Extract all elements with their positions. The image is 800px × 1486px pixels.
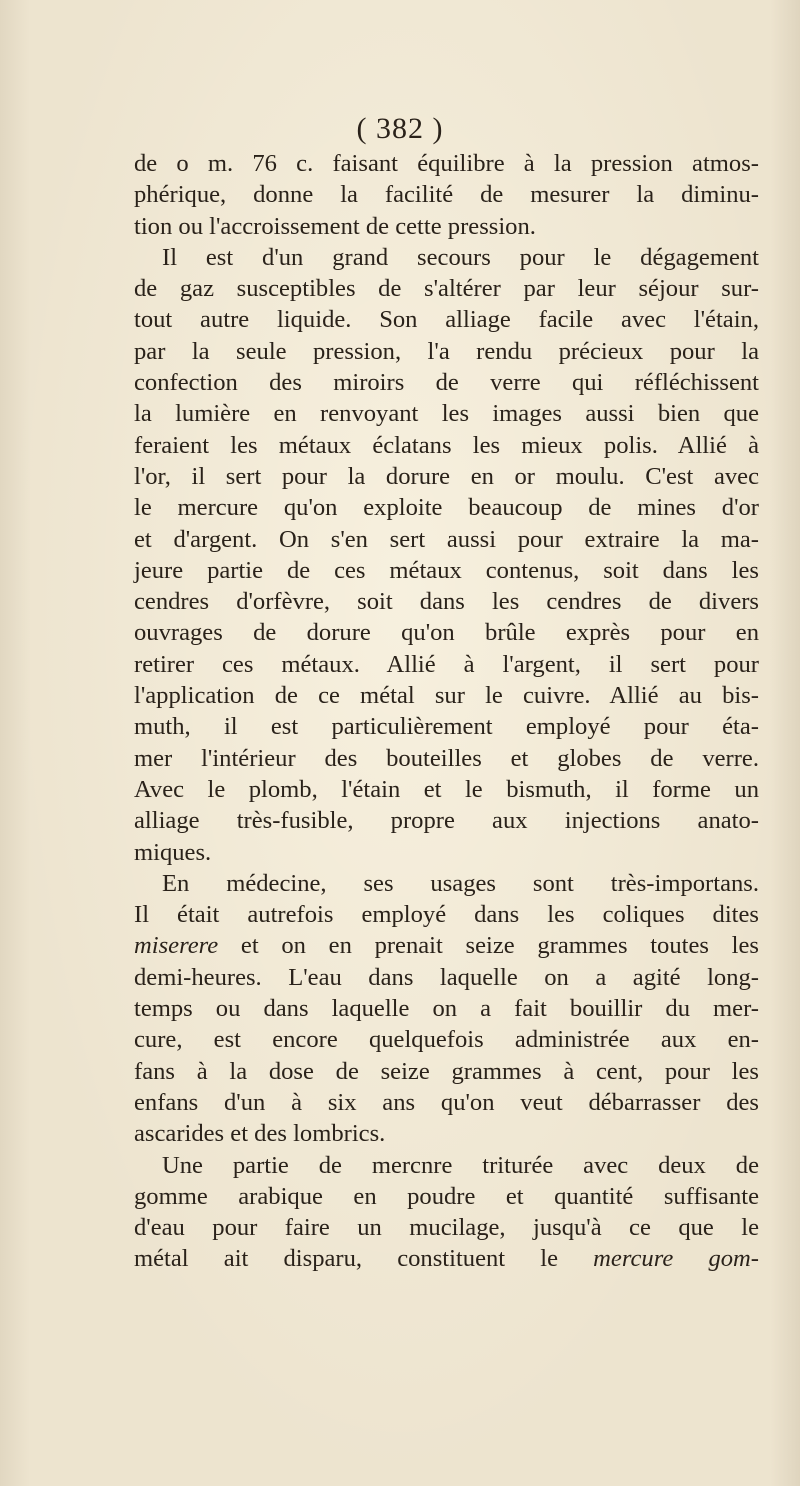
text-line: retirer ces métaux. Allié à l'argent, il sert pour — [134, 650, 759, 678]
text-line: enfans d'un à six ans qu'on veut débarrasser des — [134, 1088, 759, 1116]
italic-term: miserere — [134, 932, 219, 960]
text-line-mixed — [134, 930, 759, 961]
text-line: demi-heures. L'eau dans laquelle on a agité long- — [134, 963, 759, 991]
text-line: tion ou l'accroissement de cette pression. — [134, 212, 536, 240]
text-line: de gaz susceptibles de s'altérer par leur séjour sur- — [134, 275, 759, 303]
text-line: feraient les métaux éclatans les mieux polis. Allié à — [134, 431, 759, 459]
text-line: muth, il est particulièrement employé pour éta- — [134, 713, 759, 741]
text-line: Avec le plomb, l'étain et le bismuth, il forme un — [134, 775, 759, 803]
text-line: la lumière en renvoyant les images aussi bien que — [134, 400, 759, 428]
text-line: Il était autrefois employé dans les coliques dites — [134, 901, 759, 929]
text-line: gomme arabique en poudre et quantité suffisante — [134, 1182, 759, 1210]
text-run: et on en prenait seize grammes toutes les — [218, 932, 759, 960]
text-line: temps ou dans laquelle on a fait bouillir du mer- — [134, 995, 759, 1023]
text-line: par la seule pression, l'a rendu précieux pour la — [134, 337, 759, 365]
text-line: de o m. 76 c. faisant équilibre à la pression atmos- — [134, 150, 759, 177]
text-line: et d'argent. On s'en sert aussi pour extraire la ma- — [134, 525, 759, 553]
text-line: le mercure qu'on exploite beaucoup de mines d'or — [134, 494, 759, 522]
text-line: Il est d'un grand secours pour le dégagement — [162, 243, 759, 271]
text-line: jeure partie de ces métaux contenus, soit dans les — [134, 556, 759, 584]
text-line: l'application de ce métal sur le cuivre. Allié au bis- — [134, 682, 759, 710]
text-line: alliage très-fusible, propre aux injections anato- — [134, 807, 759, 835]
text-line: cendres d'orfèvre, soit dans les cendres de divers — [134, 588, 759, 616]
text-line-mixed — [134, 1243, 759, 1274]
text-line: Une partie de mercnre triturée avec deux de — [162, 1151, 759, 1179]
page-number: ( 382 ) — [356, 112, 444, 145]
text-line: ouvrages de dorure qu'on brûle exprès pour en — [134, 619, 759, 647]
text-line: cure, est encore quelquefois administrée aux en- — [134, 1026, 759, 1054]
text-run: métal ait disparu, constituent le — [134, 1245, 594, 1273]
text-line: phérique, donne la facilité de mesurer la diminu- — [134, 181, 759, 209]
text-line: En médecine, ses usages sont très-importans. — [162, 869, 759, 897]
text-line: miques. — [134, 838, 212, 866]
text-line: tout autre liquide. Son alliage facile avec l'étain, — [134, 306, 759, 334]
text-line: ascarides et des lombrics. — [134, 1120, 386, 1148]
text-line: mer l'intérieur des bouteilles et globes de verre. — [134, 744, 759, 772]
text-line: l'or, il sert pour la dorure en or moulu. C'est avec — [134, 462, 759, 490]
text-line: fans à la dose de seize grammes à cent, pour les — [134, 1057, 759, 1085]
text-line: confection des miroirs de verre qui réfléchissent — [134, 369, 759, 397]
italic-term: mercure gom- — [593, 1245, 759, 1273]
text-line: d'eau pour faire un mucilage, jusqu'à ce que le — [134, 1214, 759, 1242]
body-text — [134, 148, 759, 1275]
